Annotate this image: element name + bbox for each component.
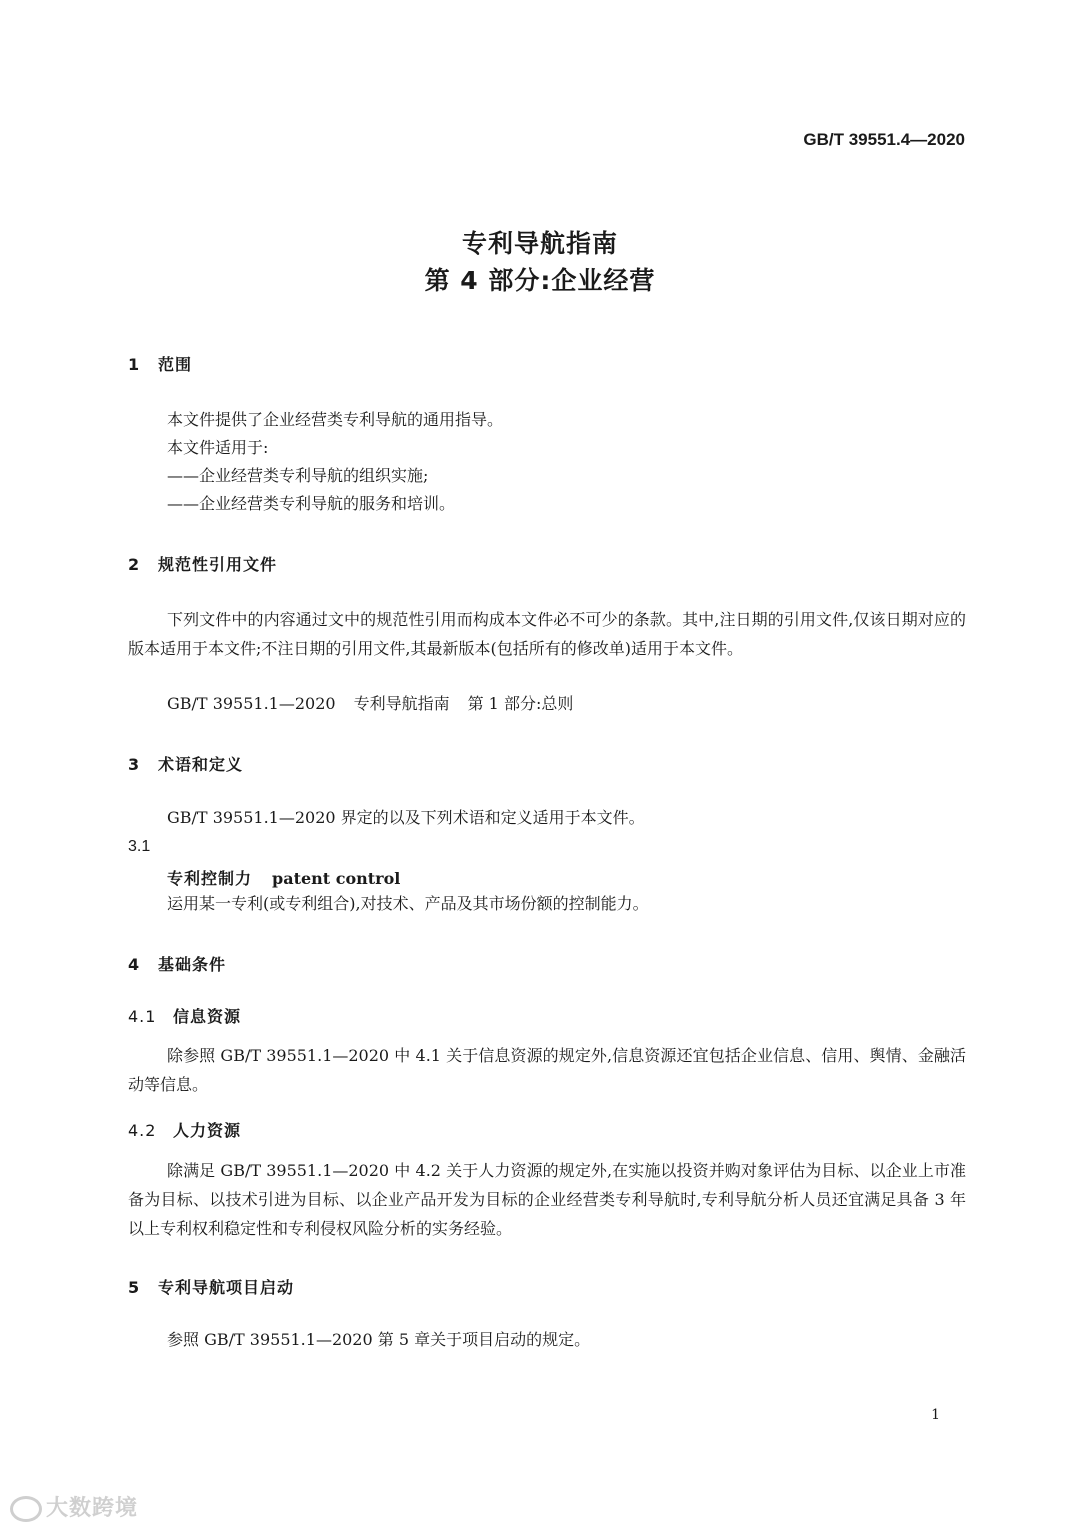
reference-code: GB/T 39551.1—2020 [167,694,336,713]
subsection-number: 4.1 [128,1007,157,1026]
section-number: 4 [128,955,141,974]
section-5-heading [128,1275,294,1298]
term-definition: 运用某一专利(或专利组合),对技术、产品及其市场份额的控制能力。 [167,894,649,913]
reference-title: 专利导航指南 [353,694,450,713]
section-title: 术语和定义 [158,755,244,774]
subsection-4-1-paragraph: 除参照 GB/T 39551.1—2020 中 4.1 关于信息资源的规定外,信息资源还宜包括企业信息、信用、舆情、金融活动等信息。 [128,1046,966,1094]
section-2-heading [128,552,277,575]
reference-part: 第 1 部分:总则 [467,694,574,713]
section-number: 2 [128,555,141,574]
section-1-line-2: 本文件适用于: [167,438,269,457]
normative-reference [167,690,573,718]
watermark-logo-icon [10,1496,42,1522]
section-number: 5 [128,1278,141,1297]
section-1-line-1: 本文件提供了企业经营类专利导航的通用指导。 [167,410,504,429]
subsection-title: 信息资源 [173,1007,242,1026]
section-3-paragraph: GB/T 39551.1—2020 界定的以及下列术语和定义适用于本文件。 [167,808,645,827]
document-title: 专利导航指南 [461,229,618,258]
subsection-title: 人力资源 [173,1121,242,1140]
section-number: 3 [128,755,141,774]
term-name-en: patent control [272,869,401,888]
section-1-line-3: ——企业经营类专利导航的组织实施; [167,466,429,485]
standard-number: GB/T 39551.4—2020 [803,130,965,149]
section-1-heading [128,352,192,375]
page-number: 1 [931,1407,940,1423]
section-4-heading [128,952,226,975]
subsection-4-1-heading [128,1004,241,1027]
subsection-number: 4.2 [128,1121,157,1140]
term-entry [167,866,400,889]
document-subtitle: 第 4 部分:企业经营 [424,266,656,295]
term-number: 3.1 [128,838,151,855]
section-number: 1 [128,355,141,374]
section-title: 基础条件 [158,955,227,974]
section-2-paragraph: 下列文件中的内容通过文中的规范性引用而构成本文件必不可少的条款。其中,注日期的引用文件,仅该日期对应的版本适用于本文件;不注日期的引用文件,其最新版本(包括所有的修改单)适用于本文件。 [128,610,966,658]
section-title: 专利导航项目启动 [158,1278,295,1297]
watermark-text: 大数跨境 [46,1496,139,1521]
section-title: 范围 [158,355,193,374]
section-1-line-4: ——企业经营类专利导航的服务和培训。 [167,494,456,513]
subsection-4-2-heading [128,1118,241,1141]
watermark [10,1491,138,1522]
section-title: 规范性引用文件 [158,555,278,574]
subsection-4-2-paragraph: 除满足 GB/T 39551.1—2020 中 4.2 关于人力资源的规定外,在实施以投资并购对象评估为目标、以企业上市准备为目标、以技术引进为目标、以企业产品开发为目标的企业经营类专利导航时,专利导航分析人员还宜满足具备 3 年以上专利权利稳定性和专利侵权风险分析的实务经验。 [128,1161,966,1238]
term-name-zh: 专利控制力 [167,869,253,888]
section-3-heading [128,752,243,775]
section-5-paragraph: 参照 GB/T 39551.1—2020 第 5 章关于项目启动的规定。 [167,1330,591,1349]
